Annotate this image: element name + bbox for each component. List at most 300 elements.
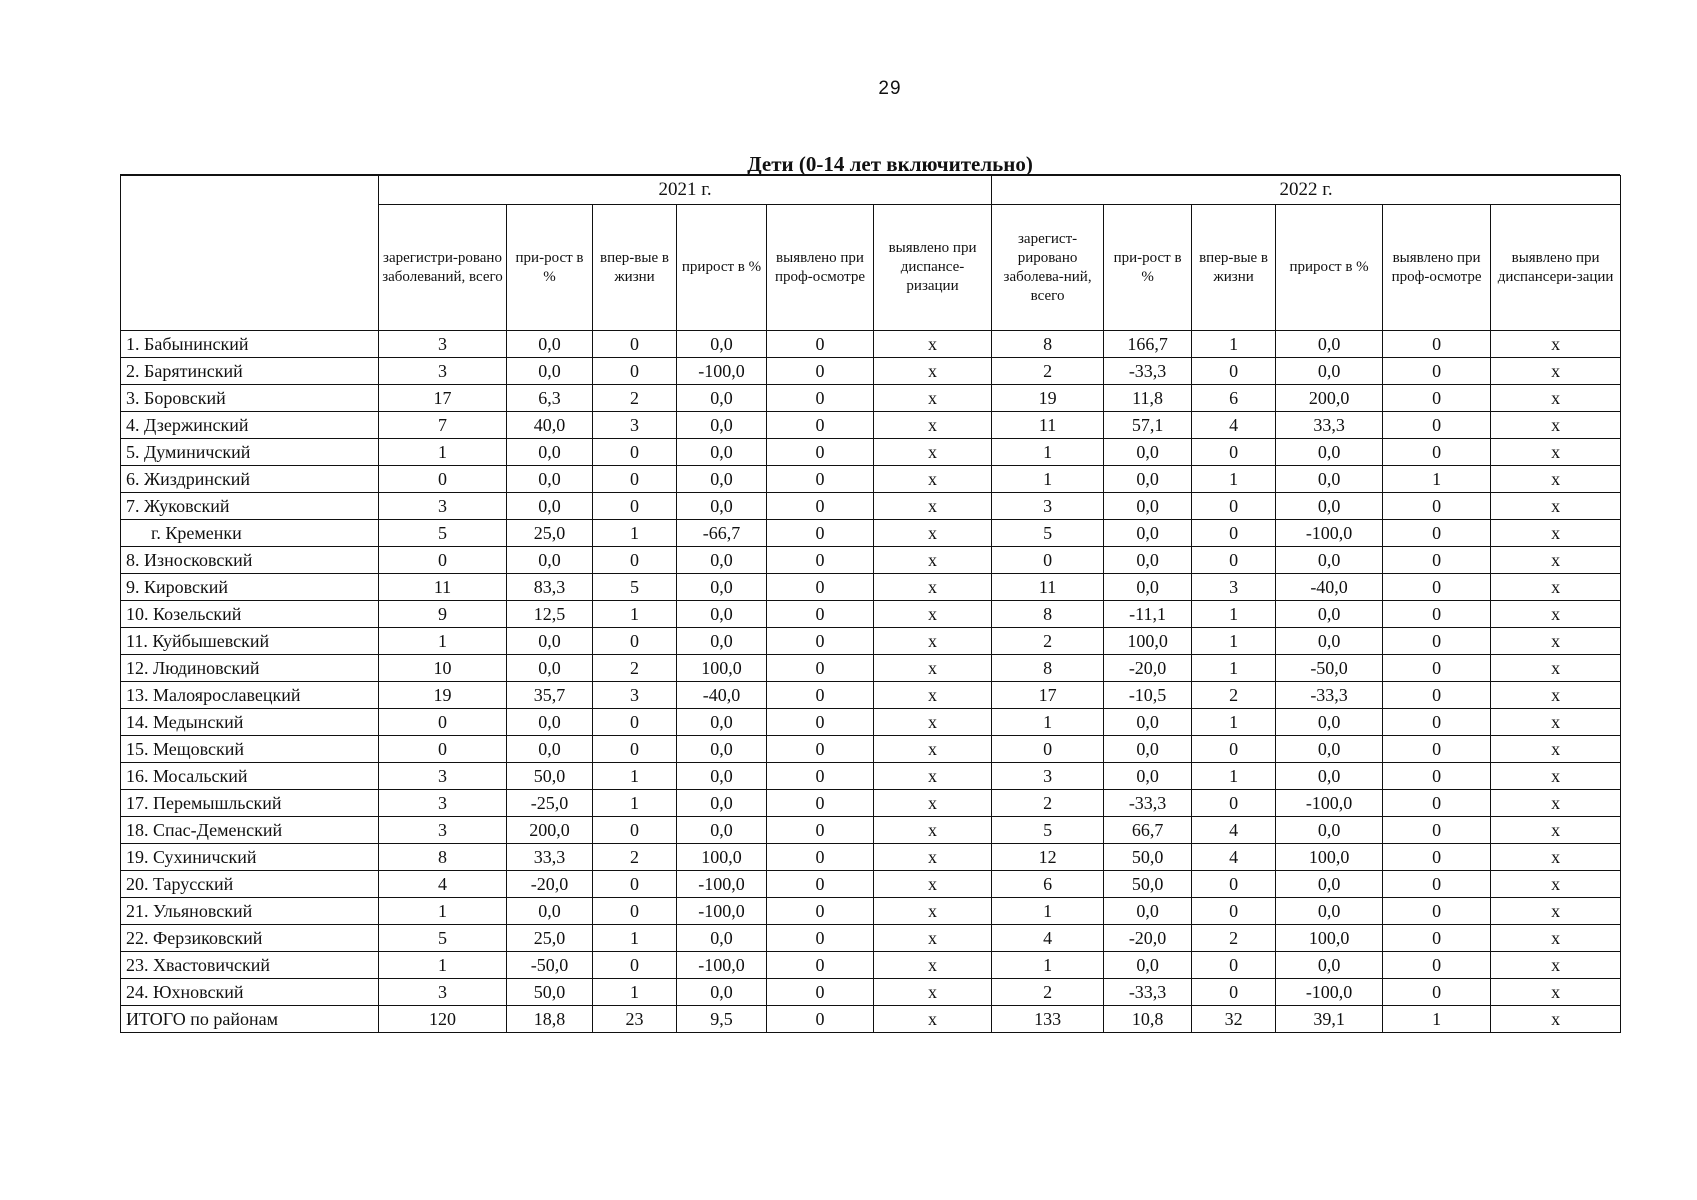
region-name-cell: 20. Тарусский	[121, 871, 379, 898]
table-cell: 5	[992, 817, 1104, 844]
table-row	[121, 952, 1621, 979]
table-cell: 3	[379, 790, 507, 817]
table-cell: 0	[1192, 952, 1276, 979]
region-name-cell: 21. Ульяновский	[121, 898, 379, 925]
region-name-cell: 4. Дзержинский	[121, 412, 379, 439]
table-cell: 0,0	[507, 547, 593, 574]
table-cell: 0	[1383, 331, 1491, 358]
table-cell: 1	[992, 898, 1104, 925]
table-cell: 0	[1383, 520, 1491, 547]
table-cell: 2	[593, 844, 677, 871]
table-cell: x	[1491, 655, 1621, 682]
table-cell: 6	[1192, 385, 1276, 412]
year-2022-header: 2022 г.	[992, 176, 1621, 205]
table-cell: 0	[767, 385, 874, 412]
table-cell: 0	[1383, 412, 1491, 439]
column-header: впер-вые в жизни	[1192, 205, 1276, 331]
table-row	[121, 358, 1621, 385]
table-cell: 0	[1383, 844, 1491, 871]
table-cell: 4	[1192, 412, 1276, 439]
table-cell: 0	[767, 493, 874, 520]
year-2021-header: 2021 г.	[379, 176, 992, 205]
table-cell: 0	[1192, 358, 1276, 385]
table-cell: 0,0	[1276, 466, 1383, 493]
table-cell: 0	[1383, 763, 1491, 790]
table-cell: 1	[1383, 1006, 1491, 1033]
table-cell: x	[1491, 412, 1621, 439]
table-cell: 3	[379, 763, 507, 790]
column-header: впер-вые в жизни	[593, 205, 677, 331]
table-cell: x	[874, 439, 992, 466]
table-cell: 0,0	[507, 493, 593, 520]
table-cell: 0	[767, 763, 874, 790]
table-row	[121, 601, 1621, 628]
table-cell: 7	[379, 412, 507, 439]
table-cell: 200,0	[507, 817, 593, 844]
table-cell: 35,7	[507, 682, 593, 709]
table-cell: 3	[593, 682, 677, 709]
table-cell: 25,0	[507, 520, 593, 547]
table-cell: 0,0	[1104, 763, 1192, 790]
table-cell: x	[1491, 439, 1621, 466]
table-cell: -33,3	[1276, 682, 1383, 709]
table-cell: 0,0	[1276, 709, 1383, 736]
table-cell: x	[1491, 898, 1621, 925]
table-cell: 8	[992, 601, 1104, 628]
table-cell: 10	[379, 655, 507, 682]
table-row	[121, 547, 1621, 574]
table-row	[121, 1006, 1621, 1033]
table-cell: -20,0	[1104, 655, 1192, 682]
column-header: при-рост в %	[507, 205, 593, 331]
table-cell: x	[874, 493, 992, 520]
table-cell: x	[874, 628, 992, 655]
table-cell: 11,8	[1104, 385, 1192, 412]
table-cell: x	[1491, 358, 1621, 385]
column-header: выявлено при проф-осмотре	[767, 205, 874, 331]
table-cell: 4	[1192, 844, 1276, 871]
table-cell: 19	[379, 682, 507, 709]
table-cell: 0	[1383, 628, 1491, 655]
table-cell: 0,0	[1104, 493, 1192, 520]
table-cell: x	[1491, 844, 1621, 871]
table-cell: 50,0	[1104, 871, 1192, 898]
table-cell: x	[874, 682, 992, 709]
table-cell: -100,0	[1276, 520, 1383, 547]
table-row	[121, 682, 1621, 709]
table-cell: 39,1	[1276, 1006, 1383, 1033]
region-name-cell: 1. Бабынинский	[121, 331, 379, 358]
table-row	[121, 817, 1621, 844]
year-header-row	[121, 176, 1621, 205]
table-cell: 0	[767, 601, 874, 628]
table-row	[121, 331, 1621, 358]
table-row	[121, 385, 1621, 412]
table-row	[121, 493, 1621, 520]
table-cell: 0	[767, 331, 874, 358]
table-row	[121, 844, 1621, 871]
table-cell: 0	[767, 439, 874, 466]
table-cell: 83,3	[507, 574, 593, 601]
table-cell: 0,0	[507, 358, 593, 385]
table-cell: x	[874, 655, 992, 682]
table-cell: 200,0	[1276, 385, 1383, 412]
table-cell: 0	[593, 439, 677, 466]
region-column-header	[121, 176, 379, 331]
table-cell: 0	[767, 1006, 874, 1033]
table-cell: 4	[379, 871, 507, 898]
table-cell: 0	[1383, 439, 1491, 466]
table-cell: x	[1491, 385, 1621, 412]
table-cell: 0,0	[677, 331, 767, 358]
table-cell: 17	[379, 385, 507, 412]
table-cell: 5	[379, 925, 507, 952]
data-table	[120, 175, 1621, 1033]
table-cell: 0	[1383, 385, 1491, 412]
table-cell: 0	[1192, 439, 1276, 466]
table-cell: 0	[1383, 493, 1491, 520]
region-name-cell: 19. Сухиничский	[121, 844, 379, 871]
table-cell: x	[874, 385, 992, 412]
column-header: зарегистри-рованo заболеваний, всего	[379, 205, 507, 331]
table-cell: 23	[593, 1006, 677, 1033]
table-cell: 0	[593, 547, 677, 574]
table-cell: 12	[992, 844, 1104, 871]
table-cell: x	[874, 844, 992, 871]
region-name-cell: 15. Мещовский	[121, 736, 379, 763]
table-cell: 0,0	[677, 790, 767, 817]
table-cell: 3	[379, 331, 507, 358]
table-cell: 1	[593, 925, 677, 952]
table-cell: x	[1491, 952, 1621, 979]
table-cell: 5	[379, 520, 507, 547]
table-cell: 0	[767, 628, 874, 655]
table-cell: 2	[992, 628, 1104, 655]
table-cell: 3	[379, 817, 507, 844]
table-cell: 0	[1192, 790, 1276, 817]
table-cell: 1	[992, 466, 1104, 493]
table-cell: 0	[1383, 790, 1491, 817]
table-cell: 0,0	[677, 412, 767, 439]
table-cell: 0,0	[507, 331, 593, 358]
table-cell: -100,0	[1276, 790, 1383, 817]
column-header: зарегист-рировано заболева-ний, всего	[992, 205, 1104, 331]
table-cell: x	[1491, 574, 1621, 601]
table-cell: 33,3	[507, 844, 593, 871]
table-cell: 0	[1383, 736, 1491, 763]
table-cell: x	[1491, 493, 1621, 520]
table-cell: 3	[992, 493, 1104, 520]
table-cell: 17	[992, 682, 1104, 709]
table-cell: 0	[767, 520, 874, 547]
table-cell: 9	[379, 601, 507, 628]
table-cell: 0,0	[677, 925, 767, 952]
region-name-cell: ИТОГО по районам	[121, 1006, 379, 1033]
region-name-cell: 9. Кировский	[121, 574, 379, 601]
table-cell: 0	[767, 898, 874, 925]
table-cell: 0,0	[1104, 736, 1192, 763]
table-cell: -100,0	[677, 952, 767, 979]
table-cell: 1	[1192, 331, 1276, 358]
table-cell: 0	[767, 466, 874, 493]
table-cell: 0,0	[677, 979, 767, 1006]
table-cell: 0	[767, 655, 874, 682]
table-cell: 1	[379, 952, 507, 979]
table-cell: 0	[767, 817, 874, 844]
table-cell: 0	[992, 547, 1104, 574]
table-cell: x	[1491, 736, 1621, 763]
table-cell: 0	[1192, 520, 1276, 547]
table-cell: 1	[379, 898, 507, 925]
table-cell: 0	[593, 358, 677, 385]
table-cell: 0,0	[1276, 952, 1383, 979]
table-row	[121, 736, 1621, 763]
table-cell: 1	[1192, 763, 1276, 790]
table-cell: -100,0	[677, 898, 767, 925]
table-cell: 32	[1192, 1006, 1276, 1033]
table-row	[121, 979, 1621, 1006]
table-cell: 1	[992, 439, 1104, 466]
table-cell: 0,0	[677, 763, 767, 790]
table-cell: 0,0	[507, 439, 593, 466]
table-cell: 0,0	[677, 628, 767, 655]
table-cell: 0,0	[507, 655, 593, 682]
region-name-cell: г. Кременки	[121, 520, 379, 547]
table-row	[121, 574, 1621, 601]
table-cell: 0	[1192, 547, 1276, 574]
table-cell: 3	[593, 412, 677, 439]
table-cell: 2	[593, 385, 677, 412]
table-cell: -20,0	[1104, 925, 1192, 952]
table-cell: x	[1491, 1006, 1621, 1033]
region-name-cell: 7. Жуковский	[121, 493, 379, 520]
table-cell: 1	[1192, 709, 1276, 736]
table-cell: x	[1491, 979, 1621, 1006]
table-cell: 0	[593, 628, 677, 655]
table-cell: 166,7	[1104, 331, 1192, 358]
table-cell: 1	[1192, 628, 1276, 655]
table-row	[121, 709, 1621, 736]
table-cell: 0	[767, 709, 874, 736]
table-cell: 0	[593, 736, 677, 763]
table-cell: 100,0	[1276, 844, 1383, 871]
table-cell: 0	[1383, 709, 1491, 736]
table-cell: 0	[767, 682, 874, 709]
table-cell: x	[874, 358, 992, 385]
table-cell: 0	[593, 466, 677, 493]
table-cell: x	[874, 466, 992, 493]
table-cell: x	[1491, 925, 1621, 952]
table-cell: -33,3	[1104, 358, 1192, 385]
table-cell: 0,0	[677, 385, 767, 412]
table-cell: x	[1491, 628, 1621, 655]
table-cell: 0,0	[1276, 358, 1383, 385]
table-cell: 1	[593, 790, 677, 817]
table-cell: 3	[1192, 574, 1276, 601]
region-name-cell: 11. Куйбышевский	[121, 628, 379, 655]
table-cell: x	[874, 871, 992, 898]
column-header: прирост в %	[1276, 205, 1383, 331]
table-cell: -10,5	[1104, 682, 1192, 709]
table-cell: 50,0	[507, 763, 593, 790]
table-cell: 0,0	[1276, 763, 1383, 790]
region-name-cell: 17. Перемышльский	[121, 790, 379, 817]
table-cell: 4	[992, 925, 1104, 952]
table-cell: 0	[379, 466, 507, 493]
table-cell: 0,0	[1104, 709, 1192, 736]
table-cell: 1	[1383, 466, 1491, 493]
table-cell: x	[1491, 466, 1621, 493]
region-name-cell: 5. Думиничский	[121, 439, 379, 466]
table-cell: 0,0	[677, 547, 767, 574]
table-cell: x	[1491, 547, 1621, 574]
table-row	[121, 520, 1621, 547]
table-cell: 0	[767, 952, 874, 979]
table-cell: 0	[593, 817, 677, 844]
table-cell: x	[874, 709, 992, 736]
table-cell: 0,0	[1276, 817, 1383, 844]
table-cell: x	[1491, 763, 1621, 790]
table-cell: 0,0	[1276, 628, 1383, 655]
table-cell: 0	[767, 412, 874, 439]
region-name-cell: 14. Медынский	[121, 709, 379, 736]
table-cell: 120	[379, 1006, 507, 1033]
column-header: при-рост в %	[1104, 205, 1192, 331]
table-cell: 2	[992, 979, 1104, 1006]
table-cell: 6,3	[507, 385, 593, 412]
table-cell: x	[874, 1006, 992, 1033]
table-cell: x	[874, 952, 992, 979]
table-cell: 0	[379, 736, 507, 763]
column-header: выявлено при проф-осмотре	[1383, 205, 1491, 331]
table-cell: 0	[1192, 979, 1276, 1006]
table-cell: 0	[1383, 574, 1491, 601]
table-cell: 0,0	[1104, 952, 1192, 979]
table-cell: x	[1491, 709, 1621, 736]
table-cell: 3	[992, 763, 1104, 790]
table-cell: 0	[1383, 871, 1491, 898]
table-cell: 8	[992, 331, 1104, 358]
table-row	[121, 898, 1621, 925]
column-header: выявлено при диспансери-зации	[1491, 205, 1621, 331]
table-cell: 2	[1192, 682, 1276, 709]
table-cell: x	[1491, 520, 1621, 547]
table-cell: 50,0	[507, 979, 593, 1006]
table-cell: 1	[1192, 601, 1276, 628]
table-cell: 0	[767, 925, 874, 952]
table-cell: 0,0	[1276, 439, 1383, 466]
column-header: прирост в %	[677, 205, 767, 331]
table-cell: x	[1491, 817, 1621, 844]
table-cell: 0,0	[1276, 493, 1383, 520]
table-cell: 2	[992, 790, 1104, 817]
table-cell: 2	[1192, 925, 1276, 952]
table-cell: 0	[1383, 817, 1491, 844]
table-cell: 9,5	[677, 1006, 767, 1033]
table-cell: -25,0	[507, 790, 593, 817]
table-cell: 0,0	[677, 574, 767, 601]
table-cell: 57,1	[1104, 412, 1192, 439]
table-cell: 0	[593, 952, 677, 979]
table-cell: 0	[992, 736, 1104, 763]
region-name-cell: 8. Износковский	[121, 547, 379, 574]
region-name-cell: 16. Мосальский	[121, 763, 379, 790]
table-cell: 0,0	[1276, 331, 1383, 358]
region-name-cell: 22. Ферзиковский	[121, 925, 379, 952]
table-row	[121, 412, 1621, 439]
table-cell: 0	[1383, 898, 1491, 925]
table-cell: 0	[767, 844, 874, 871]
table-row	[121, 925, 1621, 952]
region-name-cell: 3. Боровский	[121, 385, 379, 412]
table-cell: 0,0	[1104, 520, 1192, 547]
table-cell: -20,0	[507, 871, 593, 898]
table-cell: 0	[593, 871, 677, 898]
table-cell: x	[874, 898, 992, 925]
table-cell: x	[874, 790, 992, 817]
table-cell: 1	[593, 763, 677, 790]
table-cell: 0	[1383, 682, 1491, 709]
table-cell: 4	[1192, 817, 1276, 844]
table-cell: -40,0	[677, 682, 767, 709]
table-cell: x	[874, 736, 992, 763]
table-cell: 2	[992, 358, 1104, 385]
table-row	[121, 466, 1621, 493]
table-cell: 11	[992, 412, 1104, 439]
table-row	[121, 871, 1621, 898]
table-cell: 0	[767, 736, 874, 763]
table-cell: 0	[767, 790, 874, 817]
table-cell: 1	[593, 601, 677, 628]
table-cell: 0,0	[1104, 547, 1192, 574]
table-cell: x	[874, 412, 992, 439]
table-cell: 0,0	[1276, 871, 1383, 898]
table-cell: 0,0	[1104, 574, 1192, 601]
table-cell: 0,0	[677, 493, 767, 520]
table-cell: -11,1	[1104, 601, 1192, 628]
table-cell: 0,0	[1276, 898, 1383, 925]
table-cell: 0	[1383, 547, 1491, 574]
table-cell: -100,0	[1276, 979, 1383, 1006]
table-title: Дети (0-14 лет включительно)	[747, 152, 1033, 176]
table-cell: 1	[593, 520, 677, 547]
region-name-cell: 6. Жиздринский	[121, 466, 379, 493]
page-number: 29	[878, 78, 902, 99]
table-cell: 66,7	[1104, 817, 1192, 844]
table-cell: 0,0	[677, 601, 767, 628]
table-row	[121, 655, 1621, 682]
table-cell: 0,0	[1276, 601, 1383, 628]
column-header: выявлено при диспансе-ризации	[874, 205, 992, 331]
table-cell: 0,0	[677, 817, 767, 844]
table-cell: x	[874, 817, 992, 844]
table-cell: -100,0	[677, 871, 767, 898]
table-cell: 100,0	[677, 844, 767, 871]
table-cell: 100,0	[1276, 925, 1383, 952]
table-cell: 11	[992, 574, 1104, 601]
table-cell: 18,8	[507, 1006, 593, 1033]
table-cell: 8	[379, 844, 507, 871]
table-cell: 0,0	[677, 466, 767, 493]
table-cell: 0	[1192, 871, 1276, 898]
table-cell: 12,5	[507, 601, 593, 628]
table-cell: 0	[379, 709, 507, 736]
table-cell: 11	[379, 574, 507, 601]
table-cell: 3	[379, 979, 507, 1006]
table-cell: 0,0	[507, 466, 593, 493]
table-cell: 0	[767, 871, 874, 898]
table-cell: 40,0	[507, 412, 593, 439]
